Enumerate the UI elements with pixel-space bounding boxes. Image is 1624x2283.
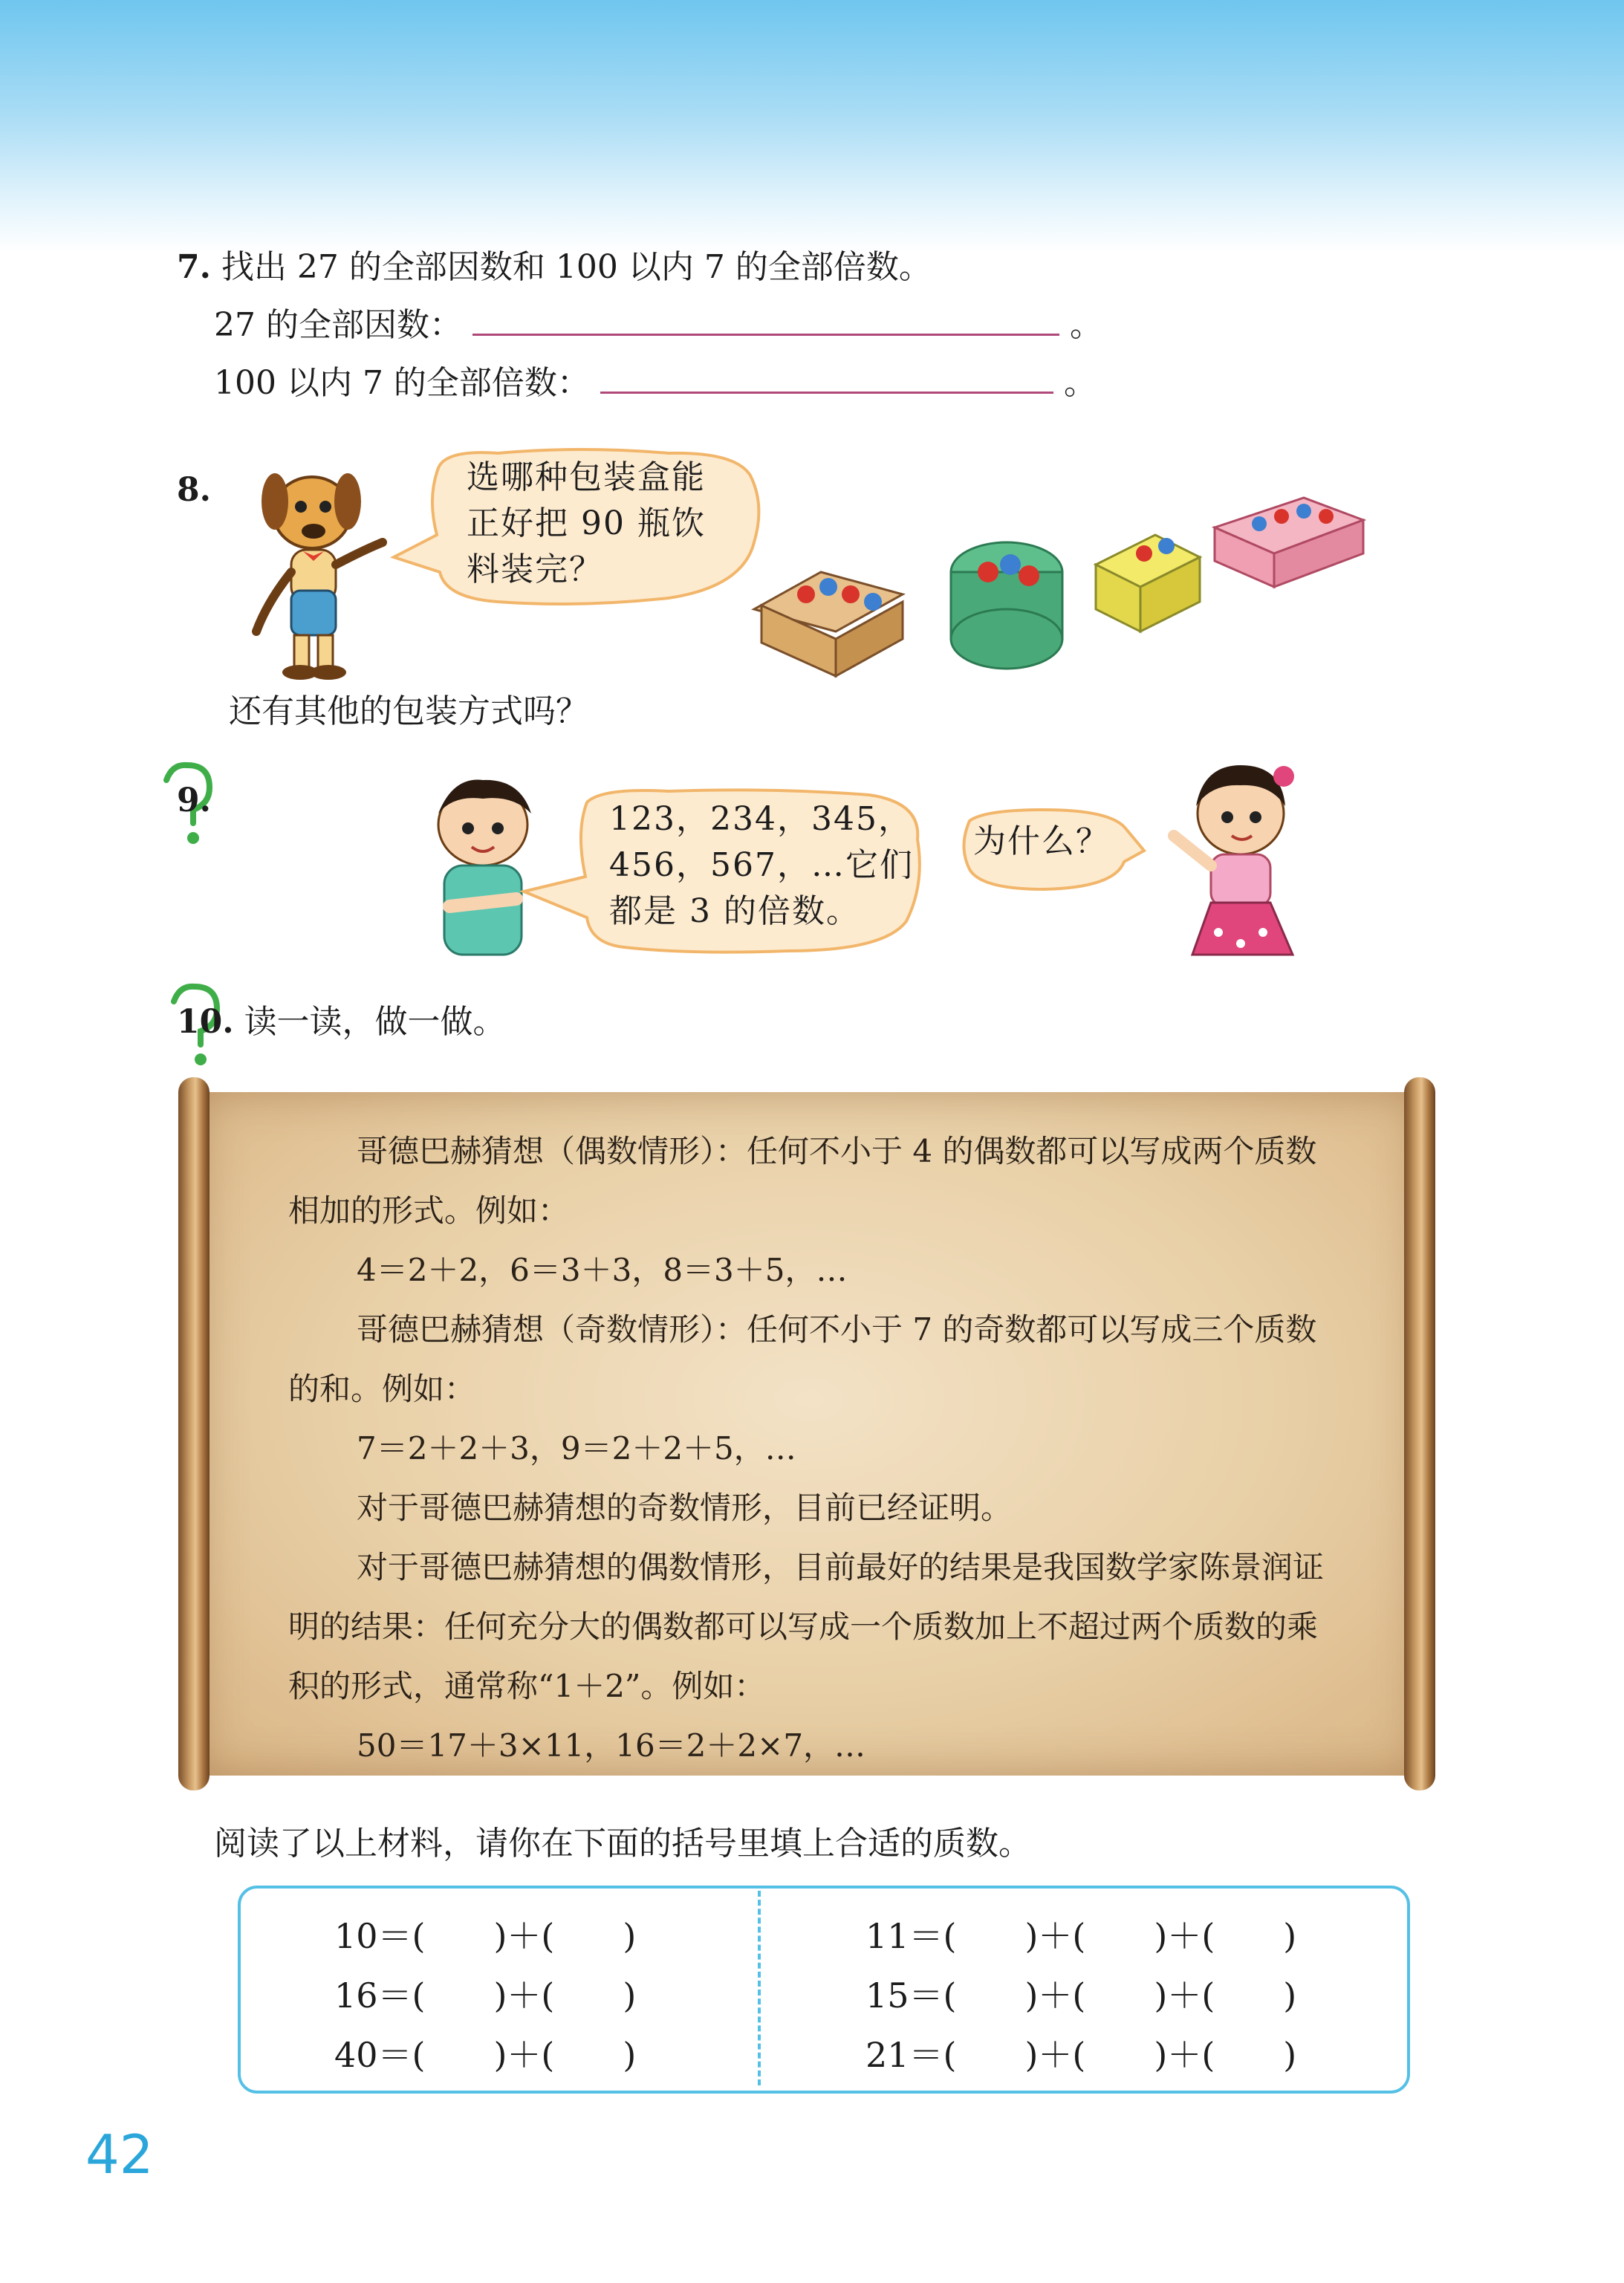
scroll-line-9: 明的结果：任何充分大的偶数都可以写成一个质数加上不超过两个质数的乘 xyxy=(288,1608,1319,1645)
left-equation-2[interactable]: 16＝( )＋( ) xyxy=(334,1975,637,2016)
q7-prompt: 找出 27 的全部因数和 100 以内 7 的全部倍数。 xyxy=(221,248,932,286)
scroll-line-4: 哥德巴赫猜想（奇数情形）：任何不小于 7 的奇数都可以写成三个质数 xyxy=(357,1311,1317,1348)
scroll-line-2: 相加的形式。例如： xyxy=(288,1192,570,1229)
scroll-line-8: 对于哥德巴赫猜想的偶数情形，目前最好的结果是我国数学家陈景润证 xyxy=(357,1549,1325,1585)
q7-multiples-row xyxy=(214,361,1097,406)
right-equation-3[interactable]: 21＝( )＋( )＋( ) xyxy=(865,2035,1297,2075)
q10-instruction: 阅读了以上材料，请你在下面的括号里填上合适的质数。 xyxy=(214,1825,1031,1863)
boy-bubble-line-2: 456，567，…它们 xyxy=(609,846,914,884)
scroll-line-6: 7＝2＋2＋3，9＝2＋2＋5，… xyxy=(357,1430,796,1467)
q7-factors-label: 27 的全部因数： xyxy=(214,306,462,344)
left-equation-3[interactable]: 40＝( )＋( ) xyxy=(334,2035,637,2075)
right-equation-1[interactable]: 11＝( )＋( )＋( ) xyxy=(865,1916,1297,1956)
dog-bubble-line-1: 选哪种包装盒能 xyxy=(467,458,706,496)
q7-number: 7. xyxy=(177,248,211,286)
q9-number: 9. xyxy=(177,782,211,819)
dog-bubble-line-3: 料装完？ xyxy=(467,551,603,588)
packaging-boxes-illustration xyxy=(739,483,1371,683)
scroll-line-3: 4＝2＋2，6＝3＋3，8＝3＋5，… xyxy=(357,1252,848,1288)
scroll-line-10: 积的形式，通常称“1＋2”。例如： xyxy=(288,1668,766,1704)
boy-bubble-line-3: 都是 3 的倍数。 xyxy=(609,892,860,930)
q7-multiples-blank[interactable] xyxy=(600,377,1053,394)
q7-multiples-label: 100 以内 7 的全部倍数： xyxy=(214,364,590,402)
prime-fill-divider xyxy=(758,1891,761,2085)
scroll-left-roll xyxy=(178,1077,210,1790)
q7-factors-blank[interactable] xyxy=(472,319,1059,336)
q10-number: 10. xyxy=(177,1003,234,1041)
dog-bubble-line-2: 正好把 90 瓶饮 xyxy=(467,504,706,542)
left-equation-1[interactable]: 10＝( )＋( ) xyxy=(334,1916,637,1956)
header-band xyxy=(0,0,1624,253)
q7-prompt-line xyxy=(177,245,932,290)
q10-prompt-line xyxy=(177,1000,506,1045)
q7-multiples-end: 。 xyxy=(1063,364,1097,402)
scroll-right-roll xyxy=(1404,1077,1435,1790)
scroll-line-7: 对于哥德巴赫猜想的奇数情形，目前已经证明。 xyxy=(357,1490,1013,1526)
boy-bubble-line-1: 123，234，345， xyxy=(609,800,912,838)
dog-character-illustration xyxy=(223,461,394,683)
right-equation-2[interactable]: 15＝( )＋( )＋( ) xyxy=(865,1975,1297,2016)
q8-number: 8. xyxy=(177,471,211,509)
scroll-line-11: 50＝17＋3×11，16＝2＋2×7，… xyxy=(357,1727,866,1764)
q7-factors-row xyxy=(214,303,1102,348)
page-number: 42 xyxy=(85,2123,154,2186)
q7-factors-end: 。 xyxy=(1069,306,1102,344)
girl-bubble-text: 为什么？ xyxy=(973,822,1110,860)
q8-followup: 还有其他的包装方式吗？ xyxy=(229,692,588,730)
scroll-line-1: 哥德巴赫猜想（偶数情形）：任何不小于 4 的偶数都可以写成两个质数 xyxy=(357,1133,1317,1169)
q10-prompt: 读一读，做一做。 xyxy=(244,1003,506,1041)
girl-character-illustration xyxy=(1159,754,1322,977)
scroll-line-5: 的和。例如： xyxy=(288,1371,476,1407)
